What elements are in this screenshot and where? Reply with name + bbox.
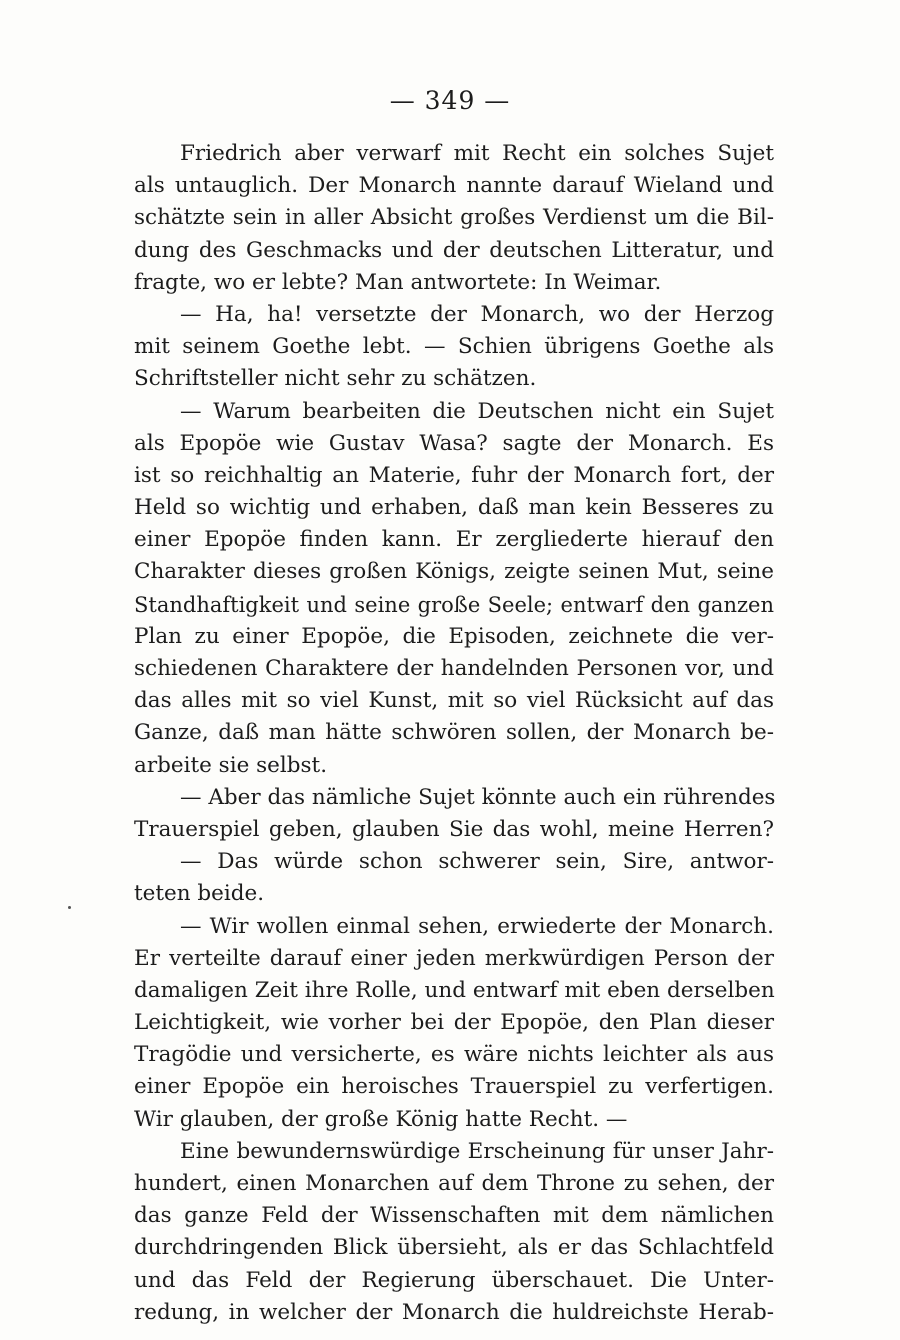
paper-speck: [68, 906, 71, 909]
page-number: — 349 —: [389, 86, 511, 115]
text-line: hundert, einen Monarchen auf dem Throne zu sehen, der: [134, 1171, 774, 1196]
text-line: Er verteilte darauf einer jeden merkwürdigen Person der: [134, 945, 774, 971]
text-line: durchdringenden Blick übersieht, als er das Schlachtfeld: [134, 1235, 774, 1261]
text-line: Eine bewundernswürdige Erscheinung für unser Jahr-: [180, 1138, 774, 1164]
text-line: Schriftsteller nicht sehr zu schätzen.: [134, 366, 537, 392]
text-line: als untauglich. Der Monarch nannte darauf Wieland und: [134, 173, 774, 199]
text-line: Held so wichtig und erhaben, daß man kein Besseres zu: [134, 495, 774, 521]
text-line: — Warum bearbeiten die Deutschen nicht ein Sujet: [180, 398, 774, 424]
text-line: teten beide.: [134, 881, 265, 907]
text-line: und das Feld der Regierung überschauet. Die Unter-: [134, 1267, 774, 1293]
text-line: Trauerspiel geben, glauben Sie das wohl, meine Herren?: [134, 816, 774, 842]
text-line: einer Epopöe finden kann. Er zergliederte hierauf den: [134, 527, 774, 553]
text-line: dung des Geschmacks und der deutschen Litteratur, und: [134, 237, 774, 263]
text-line: als Epopöe wie Gustav Wasa? sagte der Monarch. Es: [134, 430, 774, 456]
text-line: damaligen Zeit ihre Rolle, und entwarf mit eben derselben: [134, 977, 775, 1003]
text-line: ist so reichhaltig an Materie, fuhr der Monarch fort, der: [134, 462, 774, 488]
text-line: — Wir wollen einmal sehen, erwiederte der Monarch.: [180, 913, 774, 939]
text-line: redung, in welcher der Monarch die huldreichste Herab-: [134, 1299, 774, 1325]
text-line: mit seinem Goethe lebt. — Schien übrigens Goethe als: [134, 334, 774, 360]
text-line: arbeite sie selbst.: [134, 752, 328, 778]
body-text: [134, 138, 774, 1329]
text-line: einer Epopöe ein heroisches Trauerspiel zu verfertigen.: [134, 1074, 774, 1100]
text-line: — Aber das nämliche Sujet könnte auch ein rührendes: [180, 784, 776, 810]
text-line: Friedrich aber verwarf mit Recht ein solches Sujet: [180, 141, 774, 166]
text-line: fragte, wo er lebte? Man antwortete: In Weimar.: [134, 269, 662, 295]
text-line: Leichtigkeit, wie vorher bei der Epopöe, den Plan dieser: [134, 1010, 774, 1036]
text-line: Plan zu einer Epopöe, die Episoden, zeichnete die ver-: [134, 623, 774, 649]
text-line: schätzte sein in aller Absicht großes Verdienst um die Bil-: [134, 205, 774, 231]
text-line: Ganze, daß man hätte schwören sollen, der Monarch be-: [134, 720, 774, 746]
text-line: Wir glauben, der große König hatte Recht. —: [134, 1106, 628, 1132]
text-line: — Ha, ha! versetzte der Monarch, wo der Herzog: [180, 301, 774, 327]
text-line: Charakter dieses großen Königs, zeigte seinen Mut, seine: [134, 559, 774, 585]
text-line: Tragödie und versicherte, es wäre nichts leichter als aus: [134, 1042, 774, 1068]
text-line: das ganze Feld der Wissenschaften mit dem nämlichen: [134, 1203, 774, 1229]
text-line: das alles mit so viel Kunst, mit so viel Rücksicht auf das: [134, 688, 774, 714]
text-line: schiedenen Charaktere der handelnden Personen vor, und: [134, 656, 774, 681]
text-line: — Das würde schon schwerer sein, Sire, antwor-: [180, 849, 774, 875]
text-line: Standhaftigkeit und seine große Seele; entwarf den ganzen: [134, 592, 774, 617]
